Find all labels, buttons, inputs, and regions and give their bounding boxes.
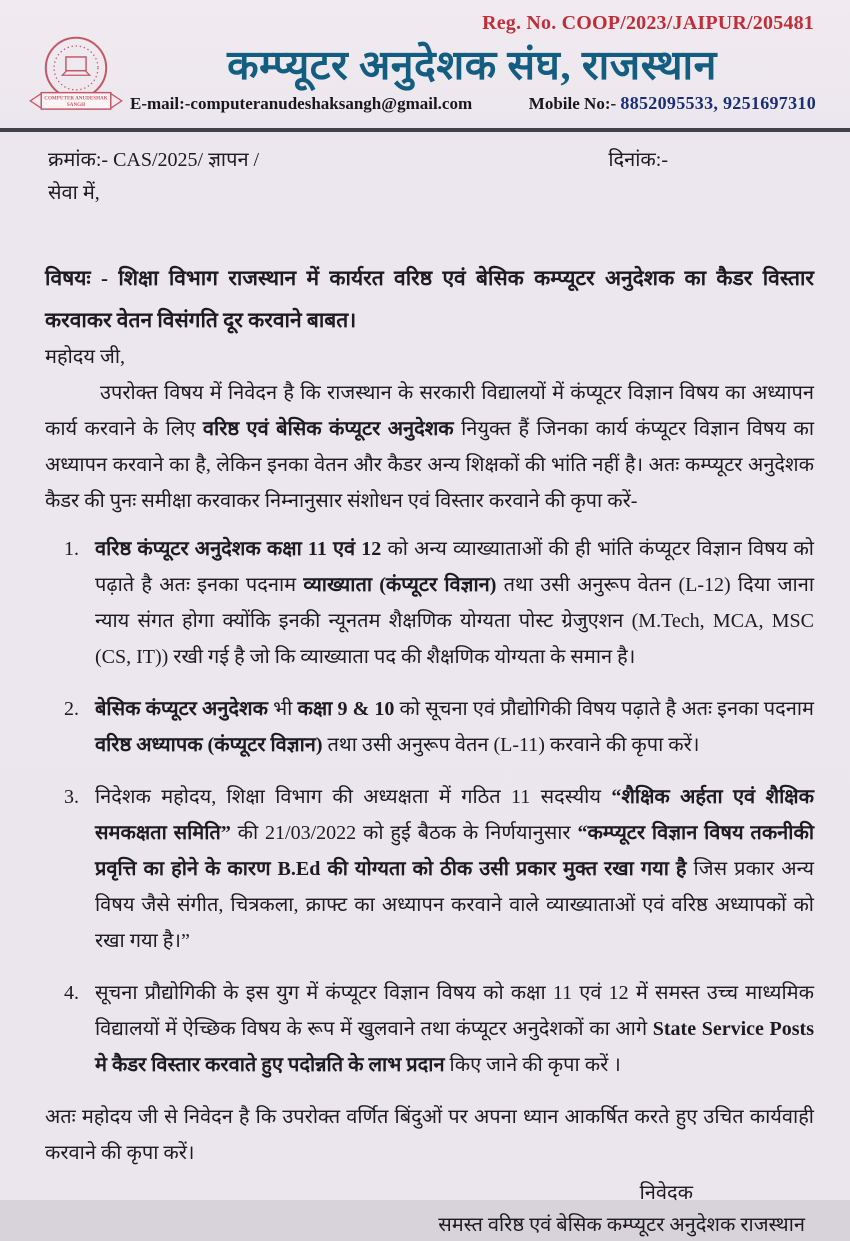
list-item-number: 2. <box>64 698 79 720</box>
signatory: समस्त वरिष्ठ एवं बेसिक कम्प्यूटर अनुदेशक राजस्थान <box>438 1214 805 1236</box>
organization-seal-icon <box>30 35 122 121</box>
header-divider <box>0 128 850 132</box>
mobile-contact <box>529 93 816 114</box>
list-item-text: निदेशक महोदय, शिक्षा विभाग की अध्यक्षता में गठित 11 सदस्यीय “शैक्षिक अर्हता एवं शैक्षिक समकक्षता समिति” की 21/03/2022 को हुई बैठक के निर्णयानुसार “कम्प्यूटर विज्ञान विषय तकनीकी प्रवृत्ति का होने के कारण B.Ed की योग्यता को ठीक उसी प्रकार मुक्त रखा गया है जिस प्रकार अन्य विषय जैसे संगीत, चित्रकला, क्राफ्ट का अध्यापन करवाने वाले व्याख्याताओं एवं वरिष्ठ अध्यापकों को रखा गया है।” <box>95 786 815 952</box>
email-address: E-mail:-computeranudeshaksangh@gmail.com <box>130 93 473 113</box>
list-item-text: सूचना प्रौद्योगिकी के इस युग में कंप्यूटर विज्ञान विषय को कक्षा 11 एवं 12 में समस्त उच्च माध्यमिक विद्यालयों में ऐच्छिक विषय के रूप में खुलवाने तथा कंप्यूटर अनुदेशकों का आगे State Service Posts मे कैडर विस्तार करवाते हुए पदोन्नति के लाभ प्रदान किए जाने की कृपा करें । <box>95 982 814 1076</box>
seal-ribbon-text-line2: SANGH <box>66 101 86 108</box>
points-list <box>0 531 850 1083</box>
list-item-number: 1. <box>64 538 79 560</box>
seal-ribbon-text-line1: COMPUTER ANUDESHAK <box>44 95 108 102</box>
list-item <box>64 531 814 675</box>
salutation: सेवा में, <box>48 182 100 204</box>
letter-meta-row <box>48 145 850 172</box>
closing-paragraph: अतः महोदय जी से निवेदन है कि उपरोक्त वर्णित बिंदुओं पर अपना ध्यान आकर्षित करते हुए उचित कार्यवाही करवाने की कृपा करें। <box>45 1106 814 1164</box>
list-item-text: वरिष्ठ कंप्यूटर अनुदेशक कक्षा 11 एवं 12 को अन्य व्याख्याताओं की ही भांति कंप्यूटर विज्ञान विषय को पढ़ाते है अतः इनका पदनाम व्याख्याता (कंप्यूटर विज्ञान) तथा उसी अनुरूप वेतन (L-12) दिया जाना न्याय संगत होगा क्योंकि इनकी न्यूनतम शैक्षणिक योग्यता पोस्ट ग्रेजुएशन (M.Tech, MCA, MSC (CS, IT)) रखी गई है जो कि व्याख्याता पद की शैक्षणिक योग्यता के समान है। <box>95 538 814 668</box>
registration-number: Reg. No. COOP/2023/JAIPUR/205481 <box>482 12 814 34</box>
intro-paragraph: उपरोक्त विषय में निवेदन है कि राजस्थान के सरकारी विद्यालयों में कंप्यूटर विज्ञान विषय का अध्यापन कार्य करवाने के लिए वरिष्ठ एवं बेसिक कंप्यूटर अनुदेशक नियुक्त हैं जिनका कार्य कंप्यूटर विज्ञान विषय का अध्यापन करवाने का है, लेकिन इनका वेतन और कैडर अन्य शिक्षकों की भांति नहीं है। अतः कम्प्यूटर अनुदेशक कैडर की पुनः समीक्षा करवाकर निम्नानुसार संशोधन एवं विस्तार करवाने की कृपा करें- <box>45 382 814 512</box>
organization-name: कम्प्यूटर अनुदेशक संघ, राजस्थान <box>227 42 717 89</box>
mobile-label: Mobile No:- <box>528 93 617 113</box>
signoff: निवेदक <box>639 1182 693 1204</box>
subject-line: विषयः - शिक्षा विभाग राजस्थान में कार्यरत वरिष्ठ एवं बेसिक कम्प्यूटर अनुदेशक का कैडर विस्तार करवाकर वेतन विसंगति दूर करवाने बाबत। <box>45 266 814 332</box>
list-item-text: बेसिक कंप्यूटर अनुदेशक भी कक्षा 9 & 10 को सूचना एवं प्रौद्योगिकी विषय पढ़ाते है अतः इनका पदनाम वरिष्ठ अध्यापक (कंप्यूटर विज्ञान) तथा उसी अनुरूप वेतन (L-11) करवाने की कृपा करें। <box>95 698 814 756</box>
list-item <box>64 691 814 763</box>
list-item-number: 3. <box>64 786 79 808</box>
greeting: महोदय जी, <box>45 346 125 368</box>
list-item <box>64 779 814 959</box>
list-item-number: 4. <box>64 982 79 1004</box>
reference-number: क्रमांक:- CAS/2025/ ज्ञापन / <box>48 149 260 171</box>
mobile-numbers: 8852095533, 9251697310 <box>620 92 816 113</box>
signature-block <box>0 1177 805 1241</box>
letterhead <box>30 35 822 121</box>
date-label: दिनांक:- <box>608 149 668 171</box>
list-item <box>64 975 814 1083</box>
